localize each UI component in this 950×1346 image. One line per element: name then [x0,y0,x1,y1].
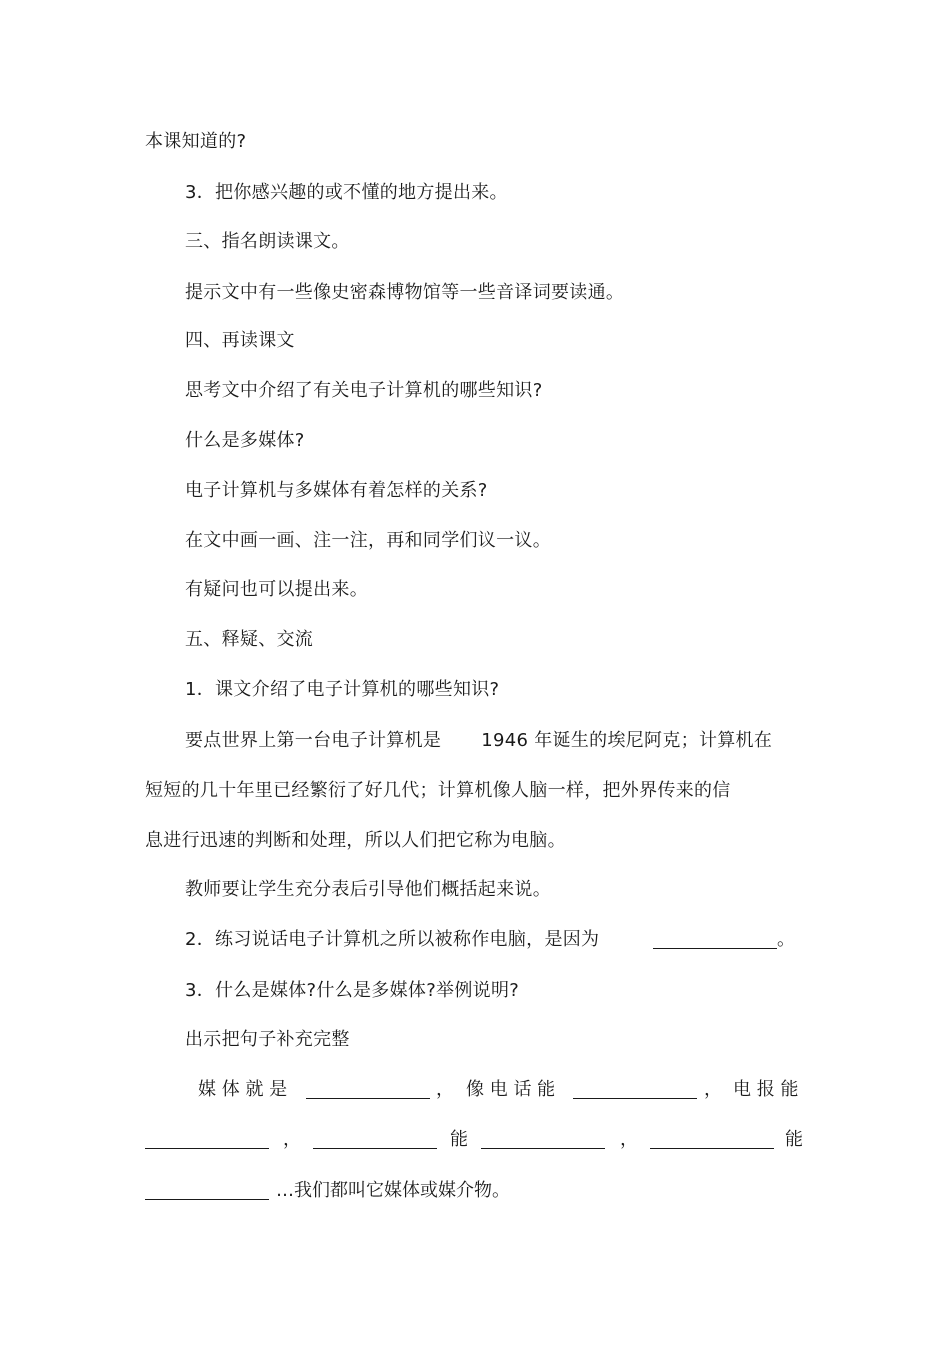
text-line: 3．什么是媒体?什么是多媒体?举例说明? [185,980,520,1001]
text-segment: ， [436,1079,454,1100]
text-line: 思考文中介绍了有关电子计算机的哪些知识? [185,380,543,401]
fill-blank[interactable] [306,1080,430,1099]
period: 。 [777,929,795,950]
text-segment: ， [283,1129,301,1150]
fill-blank[interactable] [653,930,777,949]
text-segment: 要点世界上第一台电子计算机是 [185,730,442,751]
fill-blank[interactable] [313,1130,437,1149]
text-line: 1．课文介绍了电子计算机的哪些知识? [185,679,500,700]
text-line: 息进行迅速的判断和处理，所以人们把它称为电脑。 [145,830,566,851]
text-line: 提示文中有一些像史密森博物馆等一些音译词要读通。 [185,282,625,303]
text-line: 有疑问也可以提出来。 [185,579,368,600]
text-segment: ， [704,1079,722,1100]
text-segment: 能 [785,1129,803,1150]
year-number: 1946 [481,730,529,751]
text-line: 短短的几十年里已经繁衍了好几代；计算机像人脑一样，把外界传来的信 [145,780,731,801]
text-segment: 像 电 话 能 [466,1079,556,1100]
text-segment: 电 报 能 [733,1079,799,1100]
text-segment: ， [620,1129,638,1150]
text-segment: 年诞生的埃尼阿克；计算机在 [534,730,773,751]
text-line [185,729,772,753]
text-line: 在文中画一画、注一注，再和同学们议一议。 [185,530,551,551]
text-line [185,928,599,952]
text-segment: …我们都叫它媒体或媒介物。 [276,1180,510,1201]
text-line: 教师要让学生充分表后引导他们概括起来说。 [185,879,551,900]
section-heading: 五、释疑、交流 [185,629,314,650]
text-segment: 2．练习说话电子计算机之所以被称作电脑，是因为 [185,929,600,950]
fill-blank[interactable] [573,1080,697,1099]
text-line: 电子计算机与多媒体有着怎样的关系? [185,480,488,501]
text-line: 3．把你感兴趣的或不懂的地方提出来。 [185,182,508,203]
text-line: 什么是多媒体? [185,430,305,451]
text-segment: 媒 体 就 是 [198,1079,288,1100]
section-heading: 四、再读课文 [185,330,295,351]
fill-blank[interactable] [481,1130,605,1149]
text-line: 本课知道的? [145,131,247,152]
fill-blank[interactable] [650,1130,774,1149]
text-line: 出示把句子补充完整 [185,1029,350,1050]
fill-blank[interactable] [145,1130,269,1149]
fill-blank[interactable] [145,1181,269,1200]
section-heading: 三、指名朗读课文。 [185,231,350,252]
text-segment: 能 [450,1129,468,1150]
